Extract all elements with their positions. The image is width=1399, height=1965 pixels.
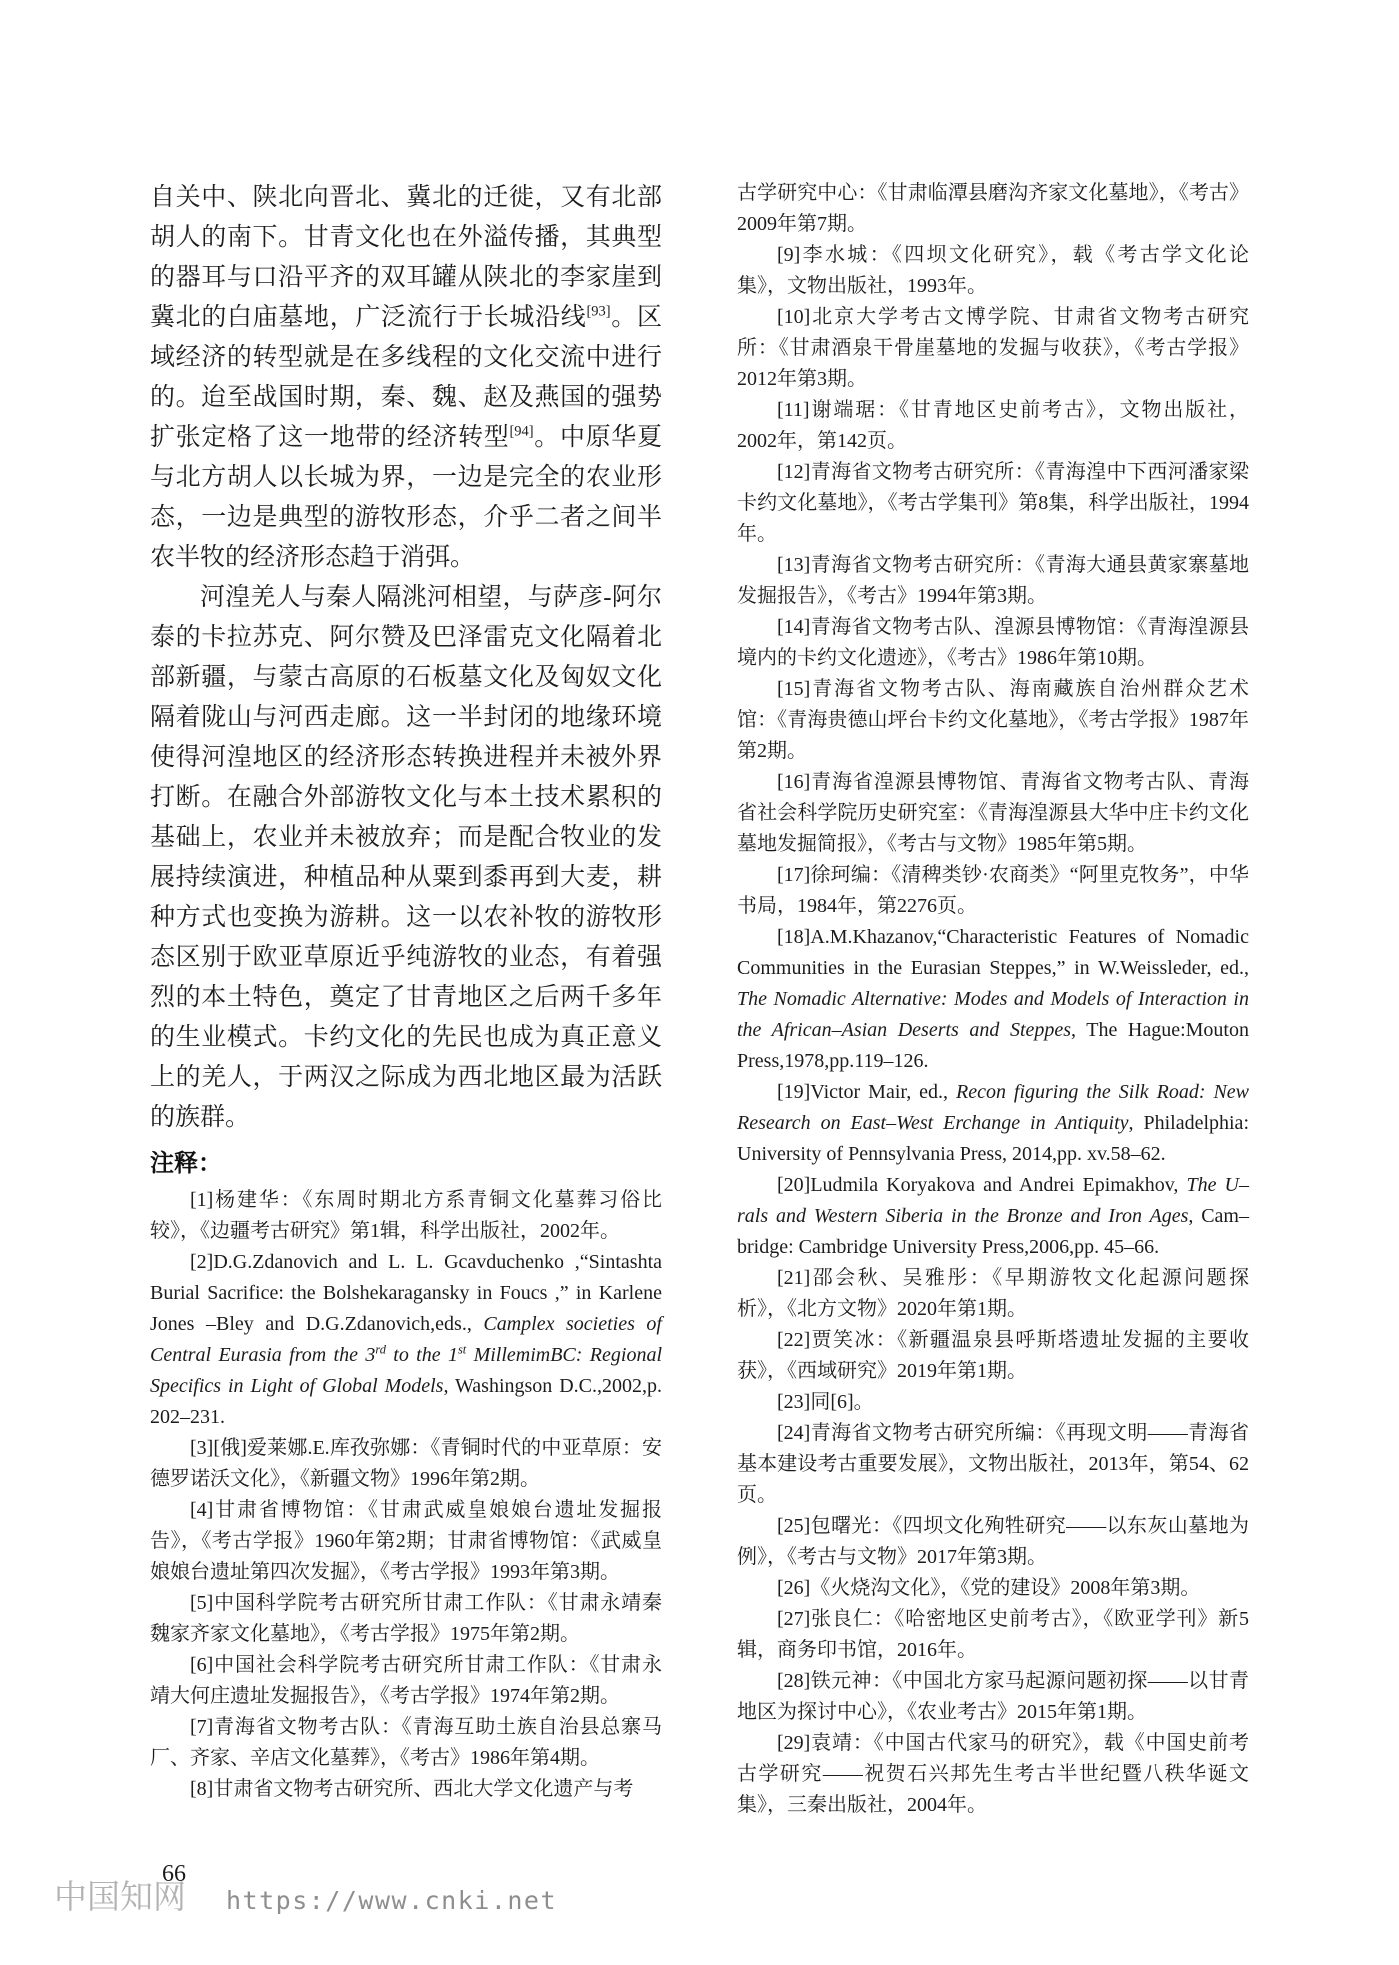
note-item: [10]北京大学考古文博学院、甘肃省文物考古研究所：《甘肃酒泉干骨崖墓地的发掘与收获》，《考古学报》2012年第3期。 [737,306,1249,390]
note-item: [23]同[6]。 [777,1391,874,1413]
note-item: 古学研究中心：《甘肃临潭县磨沟齐家文化墓地》，《考古》2009年第7期。 [737,182,1249,235]
note-item: [17]徐珂编：《清稗类钞·农商类》“阿里克牧务”，中华书局，1984年，第2276页。 [737,864,1249,917]
notes-heading: 注释： [150,1150,222,1177]
note-item: [7]青海省文物考古队：《青海互助土族自治县总寨马厂、齐家、辛店文化墓葬》，《考古》1986年第4期。 [150,1716,662,1769]
note-item: [5]中国科学院考古研究所甘肃工作队：《甘肃永靖秦魏家齐家文化墓地》，《考古学报》1975年第2期。 [150,1592,662,1645]
note-item: [14]青海省文物考古队、湟源县博物馆：《青海湟源县境内的卡约文化遗迹》，《考古》1986年第10期。 [737,616,1249,669]
left-column [150,178,662,1805]
note-item: [13]青海省文物考古研究所：《青海大通县黄家寨墓地发掘报告》，《考古》1994年第3期。 [737,554,1249,607]
right-column [737,178,1249,1821]
note-item: [22]贾笑冰：《新疆温泉县呼斯塔遗址发掘的主要收获》，《西域研究》2019年第1期。 [737,1329,1249,1382]
note-item: [20]Ludmila Koryakova and Andrei Epimakhov, The U–rals and Western Siberia in the Bronze and Iron Ages, Cam–bridge: Cambridge University Press,2006,pp. 45–66. [737,1174,1249,1258]
note-item: [16]青海省湟源县博物馆、青海省文物考古队、青海省社会科学院历史研究室：《青海湟源县大华中庄卡约文化墓地发掘简报》，《考古与文物》1985年第5期。 [737,771,1249,855]
note-item: [8]甘肃省文物考古研究所、西北大学文化遗产与考 [190,1778,634,1800]
note-item: [26]《火烧沟文化》，《党的建设》2008年第3期。 [777,1577,1201,1599]
body-paragraph: 自关中、陕北向晋北、冀北的迁徙，又有北部胡人的南下。甘青文化也在外溢传播，其典型的器耳与口沿平齐的双耳罐从陕北的李家崖到冀北的白庙墓地，广泛流行于长城沿线[93]。区域经济的转型就是在多线程的文化交流中进行的。迨至战国时期，秦、魏、赵及燕国的强势扩张定格了这一地带的经济转型[94]。中原华夏与北方胡人以长城为界，一边是完全的农业形态，一边是典型的游牧形态，介乎二者之间半农半牧的经济形态趋于消弭。 [150,184,662,571]
note-item: [27]张良仁：《哈密地区史前考古》，《欧亚学刊》新5辑，商务印书馆，2016年。 [737,1608,1249,1661]
note-item: [19]Victor Mair, ed., Recon figuring the Silk Road: New Research on East–West Erchange in Antiquity, Philadelphia: University of Pennsylvania Press, 2014,pp. xv.58–62. [737,1081,1249,1165]
note-item: [29]袁靖：《中国古代家马的研究》，载《中国史前考古学研究——祝贺石兴邦先生考古半世纪暨八秩华诞文集》，三秦出版社，2004年。 [737,1732,1249,1816]
note-item: [21]邵会秋、吴雅彤：《早期游牧文化起源问题探析》，《北方文物》2020年第1期。 [737,1267,1249,1320]
body-paragraph: 河湟羌人与秦人隔洮河相望，与萨彦-阿尔泰的卡拉苏克、阿尔赞及巴泽雷克文化隔着北部新疆，与蒙古高原的石板墓文化及匈奴文化隔着陇山与河西走廊。这一半封闭的地缘环境使得河湟地区的经济形态转换进程并未被外界打断。在融合外部游牧文化与本土技术累积的基础上，农业并未被放弃；而是配合牧业的发展持续演进，种植品种从粟到黍再到大麦，耕种方式也变换为游耕。这一以农补牧的游牧形态区别于欧亚草原近乎纯游牧的业态，有着强烈的本土特色，奠定了甘青地区之后两千多年的生业模式。卡约文化的先民也成为真正意义上的羌人，于两汉之际成为西北地区最为活跃的族群。 [150,584,662,1131]
note-item: [3][俄]爱莱娜.E.库孜弥娜：《青铜时代的中亚草原：安德罗诺沃文化》，《新疆文物》1996年第2期。 [150,1437,662,1490]
note-item: [25]包曙光：《四坝文化殉牲研究——以东灰山墓地为例》，《考古与文物》2017年第3期。 [737,1515,1249,1568]
note-item: [15]青海省文物考古队、海南藏族自治州群众艺术馆：《青海贵德山坪台卡约文化墓地》，《考古学报》1987年第2期。 [737,678,1249,762]
note-item: [6]中国社会科学院考古研究所甘肃工作队：《甘肃永靖大何庄遗址发掘报告》，《考古学报》1974年第2期。 [150,1654,662,1707]
note-item: [4]甘肃省博物馆：《甘肃武威皇娘娘台遗址发掘报告》，《考古学报》1960年第2期；甘肃省博物馆：《武威皇娘娘台遗址第四次发掘》，《考古学报》1993年第3期。 [150,1499,662,1583]
note-item: [24]青海省文物考古研究所编：《再现文明——青海省基本建设考古重要发展》，文物出版社，2013年，第54、62页。 [737,1422,1249,1506]
notes-list-left [150,1185,662,1805]
note-item: [18]A.M.Khazanov,“Characteristic Features of Nomadic Communities in the Eurasian Steppes,” in W.Weissleder, ed., The Nomadic Alternative: Modes and Models of Interaction in the African–Asian Deserts and Steppes, The Hague:Mouton Press,1978,pp.119–126. [737,926,1249,1072]
cnki-watermark-logo: 中国知网 [54,1880,186,1916]
note-item: [9]李水城：《四坝文化研究》，载《考古学文化论集》，文物出版社，1993年。 [737,244,1249,297]
notes-list-right [737,178,1249,1821]
page-number: 66 [162,1861,186,1887]
note-item: [2]D.G.Zdanovich and L. L. Gcavduchenko ,“Sintashta Burial Sacrifice: the Bolshekaragansky in Foucs ,” in Karlene Jones –Bley and D.G.Zdanovich,eds., Camplex societies of Central Eurasia from the 3rd to the 1st MillemimBC: Regional Specifics in Light of Global Models, Washingson D.C.,2002,p. 202–231. [150,1251,663,1428]
article-body [150,178,662,1138]
note-item: [1]杨建华：《东周时期北方系青铜文化墓葬习俗比较》，《边疆考古研究》第1辑，科学出版社，2002年。 [150,1189,662,1242]
cnki-watermark-url: https://www.cnki.net [226,1886,558,1915]
note-item: [28]铁元神：《中国北方家马起源问题初探——以甘青地区为探讨中心》，《农业考古》2015年第1期。 [737,1670,1249,1723]
note-item: [12]青海省文物考古研究所：《青海湟中下西河潘家梁卡约文化墓地》，《考古学集刊》第8集，科学出版社，1994年。 [737,461,1249,545]
note-item: [11]谢端琚：《甘青地区史前考古》，文物出版社，2002年，第142页。 [737,399,1249,452]
